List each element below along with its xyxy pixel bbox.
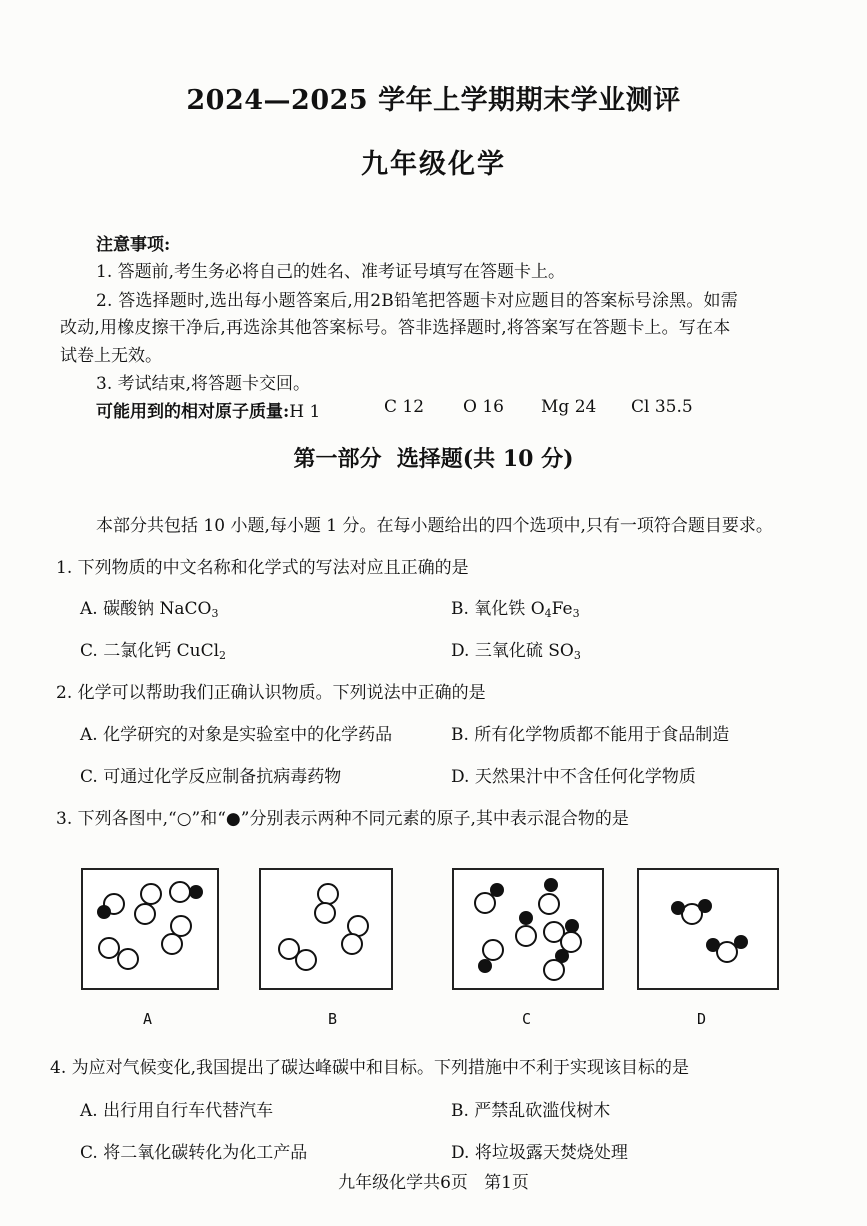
atomic-mass-c: C 12 xyxy=(384,397,425,417)
particle-diagram-b xyxy=(259,868,393,990)
question-4-stem: 4. 为应对气候变化,我国提出了碳达峰碳中和目标。下列措施中不利于实现该目标的是 xyxy=(50,1058,690,1078)
particle-diagram-d xyxy=(637,868,779,990)
white-atom xyxy=(539,894,559,914)
white-atom xyxy=(483,940,503,960)
white-atom xyxy=(296,950,316,970)
white-atom xyxy=(348,916,368,936)
atomic-mass-line xyxy=(96,397,320,422)
particle-diagram-a xyxy=(81,868,219,990)
notice-heading: 注意事项: xyxy=(96,235,171,255)
white-atom xyxy=(561,932,581,952)
question-2-option-d: D. 天然果汁中不含任何化学物质 xyxy=(451,767,696,787)
question-4-option-d: D. 将垃圾露天焚烧处理 xyxy=(451,1143,628,1163)
white-atom xyxy=(162,934,182,954)
question-4-option-a: A. 出行用自行车代替汽车 xyxy=(80,1101,274,1121)
black-atom xyxy=(97,905,111,919)
white-atom xyxy=(118,949,138,969)
exam-subtitle: 九年级化学 xyxy=(361,149,506,180)
notice-item-1: 1. 答题前,考生务必将自己的姓名、准考证号填写在答题卡上。 xyxy=(96,262,566,282)
black-atom xyxy=(565,919,579,933)
notice-item-3: 3. 考试结束,将答题卡交回。 xyxy=(96,374,311,394)
diagram-label-d: D xyxy=(697,1010,707,1028)
diagram-label-c: C xyxy=(522,1010,532,1028)
question-1-option-b: B. 氧化铁 $O_4Fe_3$ xyxy=(451,599,580,620)
exam-title: 2024—2025 学年上学期期末学业测评 xyxy=(186,85,681,116)
white-atom xyxy=(342,934,362,954)
black-atom xyxy=(555,949,569,963)
part-one-intro: 本部分共包括 10 小题,每小题 1 分。在每小题给出的四个选项中,只有一项符合题目要求。 xyxy=(96,516,773,536)
question-1-stem: 1. 下列物质的中文名称和化学式的写法对应且正确的是 xyxy=(56,558,469,578)
notice-item-2-line-3: 试卷上无效。 xyxy=(60,346,162,366)
white-atom xyxy=(135,904,155,924)
white-atom xyxy=(141,884,161,904)
white-atom xyxy=(318,884,338,904)
atomic-mass-label: 可能用到的相对原子质量: xyxy=(96,402,290,422)
black-atom xyxy=(478,959,492,973)
atomic-mass-o: O 16 xyxy=(463,397,504,417)
particle-diagram-c xyxy=(452,868,604,990)
question-1-option-d: D. 三氧化硫 $SO_3$ xyxy=(451,641,581,662)
black-atom xyxy=(490,883,504,897)
white-atom xyxy=(475,893,495,913)
black-atom xyxy=(189,885,203,899)
diagram-label-a: A xyxy=(143,1010,153,1028)
question-3-stem: 3. 下列各图中,“○”和“●”分别表示两种不同元素的原子,其中表示混合物的是 xyxy=(56,809,629,829)
question-2-option-c: C. 可通过化学反应制备抗病毒药物 xyxy=(80,767,342,787)
black-atom xyxy=(519,911,533,925)
notice-item-2-line-1: 2. 答选择题时,选出每小题答案后,用2B铅笔把答题卡对应题目的答案标号涂黑。如需 xyxy=(96,291,738,311)
atomic-mass-h: H 1 xyxy=(289,402,321,422)
white-atom xyxy=(170,882,190,902)
atomic-mass-mg: Mg 24 xyxy=(541,397,597,417)
black-atom xyxy=(706,938,720,952)
notice-item-2-line-2: 改动,用橡皮擦干净后,再选涂其他答案标号。答非选择题时,将答案写在答题卡上。写在本 xyxy=(60,318,731,338)
white-atom xyxy=(171,916,191,936)
question-4-option-b: B. 严禁乱砍滥伐树木 xyxy=(451,1101,611,1121)
question-2-option-a: A. 化学研究的对象是实验室中的化学药品 xyxy=(80,725,393,745)
question-2-option-b: B. 所有化学物质都不能用于食品制造 xyxy=(451,725,730,745)
atomic-mass-cl: Cl 35.5 xyxy=(631,397,693,417)
white-atom xyxy=(516,926,536,946)
question-4-option-c: C. 将二氧化碳转化为化工产品 xyxy=(80,1143,308,1163)
part-one-heading: 第一部分 选择题(共 10 分) xyxy=(293,446,574,472)
black-atom xyxy=(544,878,558,892)
diagram-label-b: B xyxy=(328,1010,338,1028)
white-atom xyxy=(315,903,335,923)
white-atom xyxy=(544,960,564,980)
question-1-option-c: C. 二氯化钙 CuCl$_2$ xyxy=(80,641,227,662)
page-footer: 九年级化学共6页 第1页 xyxy=(338,1173,529,1193)
question-1-option-a: A. 碳酸钠 NaCO$_3$ xyxy=(80,599,219,620)
question-2-stem: 2. 化学可以帮助我们正确认识物质。下列说法中正确的是 xyxy=(56,683,486,703)
black-atom xyxy=(671,901,685,915)
black-atom xyxy=(734,935,748,949)
white-atom xyxy=(99,938,119,958)
black-atom xyxy=(698,899,712,913)
